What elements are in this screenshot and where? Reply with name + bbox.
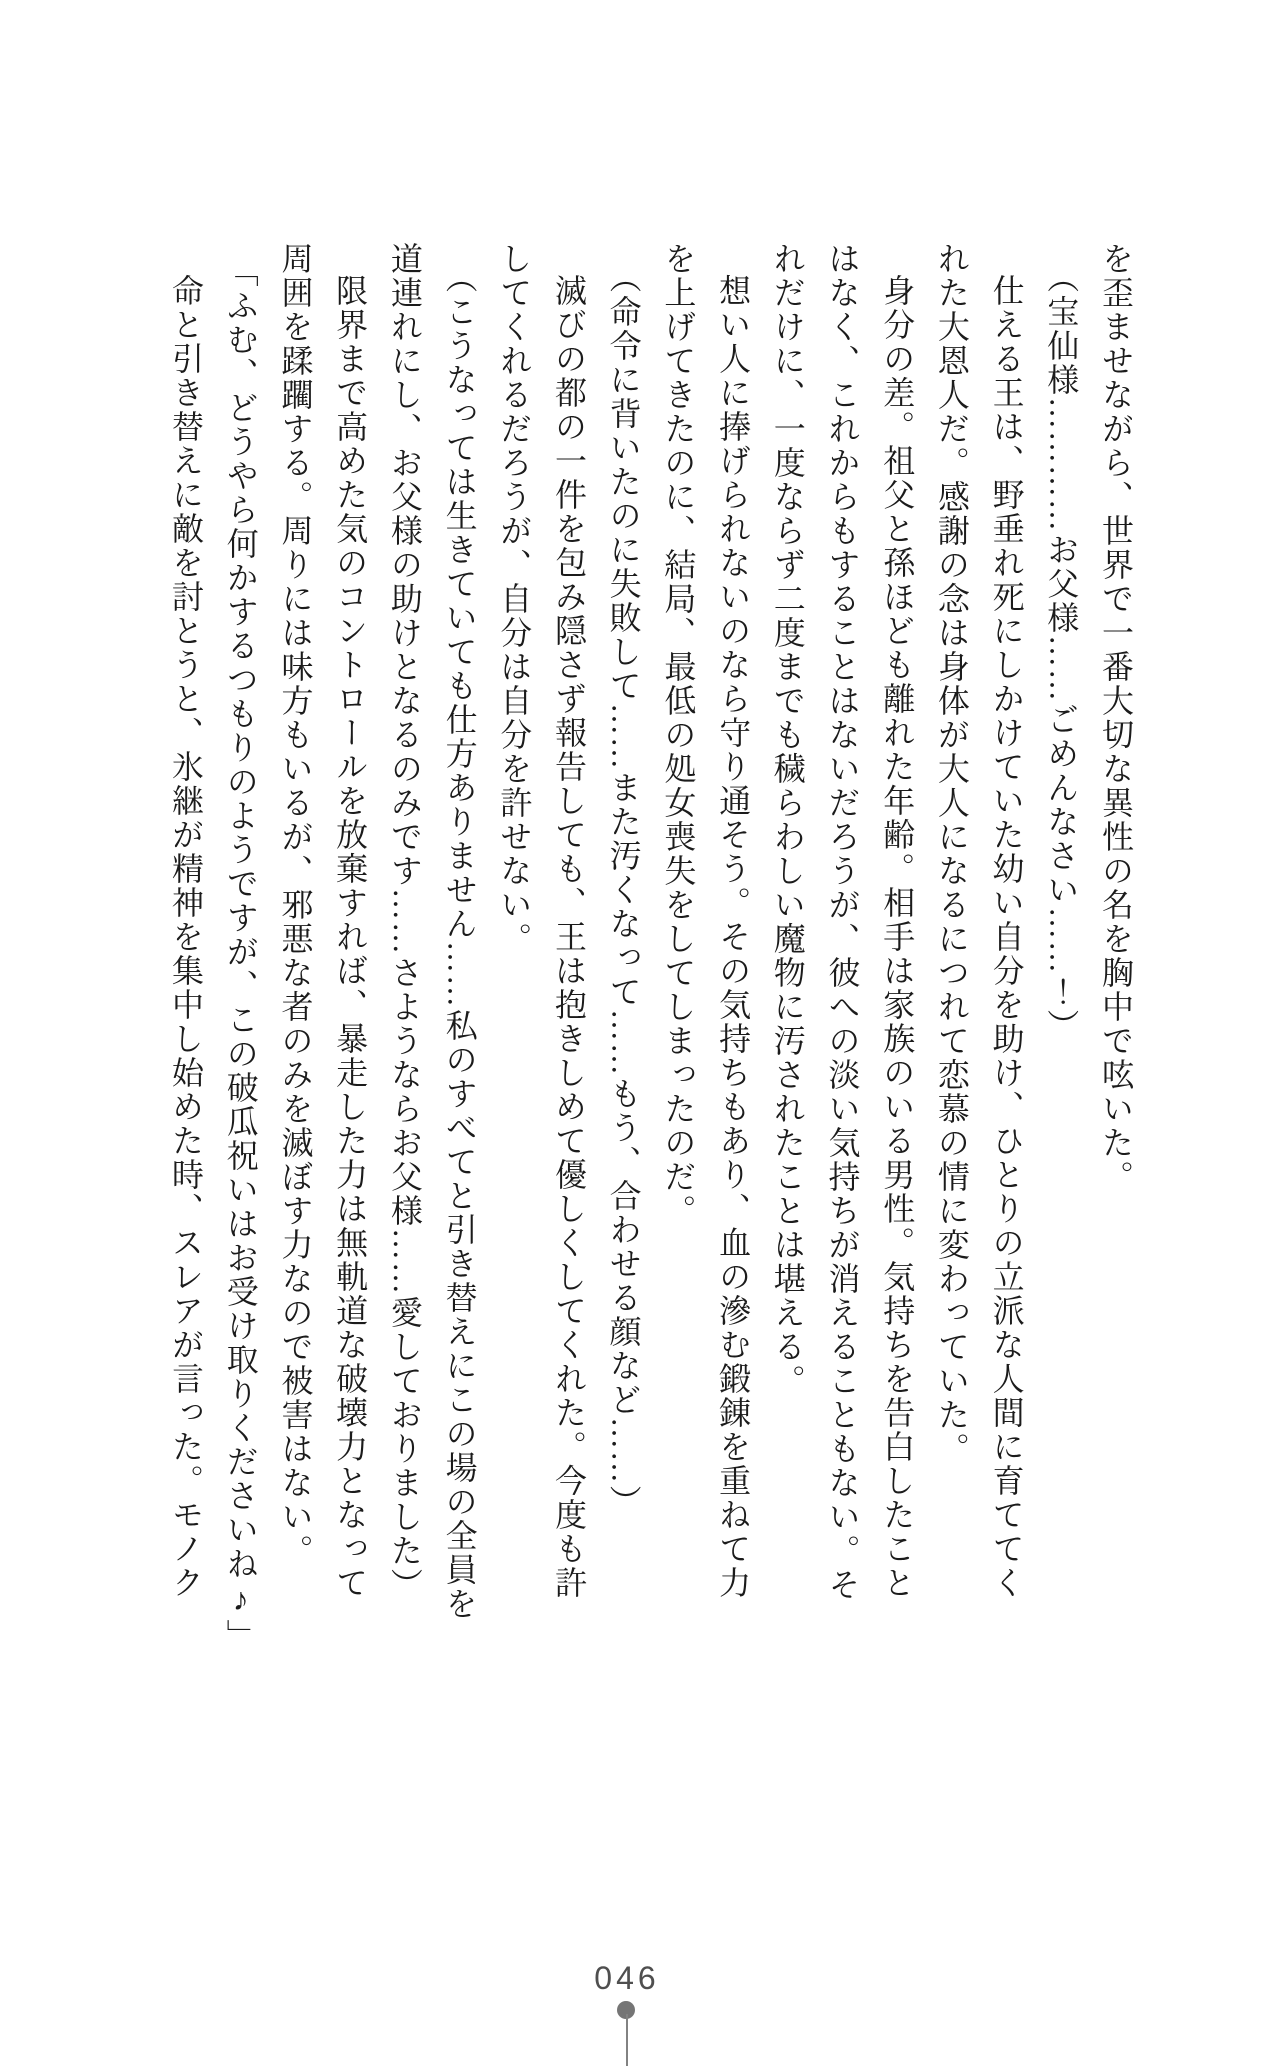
text-line: はなく、これからもすることはないだろうが、彼への淡い気持ちが消えることもない。そ: [824, 242, 861, 1602]
text-line: してくれるだろうが、自分は自分を許せない。: [496, 242, 533, 956]
text-line: （命令に背いたのに失敗して……また汚くなって……もう、合わせる顔など……）: [605, 261, 642, 1520]
text-line: れだけに、一度ならず二度までも穢らわしい魔物に汚されたことは堪える。: [769, 242, 806, 1398]
text-line: れた大恩人だ。感謝の念は身体が大人になるにつれて恋慕の情に変わっていた。: [933, 242, 970, 1466]
text-line: 滅びの都の一件を包み隠さず報告しても、王は抱きしめて優しくしてくれた。今度も許: [550, 274, 587, 1600]
text-line: を歪ませながら、世界で一番大切な異性の名を胸中で呟いた。: [1098, 242, 1134, 1194]
text-line: 道連れにし、お父様の助けとなるのみです……さようならお父様……愛しておりました）: [386, 242, 423, 1602]
vertical-text-block: [155, 242, 1143, 1682]
text-line: （宝仙様…………お父様……ごめんなさい……！）: [1043, 261, 1080, 1044]
text-line: 仕える王は、野垂れ死にしかけていた幼い自分を助け、ひとりの立派な人間に育ててく: [988, 274, 1025, 1600]
text-line: 命と引き替えに敵を討とうと、氷継が精神を集中し始めた時、スレアが言った。モノク: [168, 274, 205, 1600]
text-line: 周囲を蹂躙する。周りには味方もいるが、邪悪な者のみを滅ぼす力なので被害はない。: [277, 242, 314, 1568]
text-line: 限界まで高めた気のコントロールを放棄すれば、暴走した力は無軌道な破壊力となって: [332, 274, 369, 1600]
text-line: 身分の差。祖父と孫ほども離れた年齢。相手は家族のいる男性。気持ちを告白したこと: [879, 274, 916, 1600]
text-line: 想い人に捧げられないのなら守り通そう。その気持ちもあり、血の滲む鍛錬を重ねて力: [715, 274, 752, 1600]
page-number: 046: [594, 1960, 660, 1996]
text-line: 「ふむ、どうやら何かするつもりのようですが、この破瓜祝いはお受け取りくださいね♪」: [222, 254, 259, 1653]
text-line: を上げてきたのに、結局、最低の処女喪失をしてしまったのだ。: [660, 242, 697, 1228]
text-line: （こうなっては生きていても仕方ありません……私のすべてと引き替えにこの場の全員を: [441, 261, 478, 1622]
footer-marker-line: [626, 2014, 628, 2066]
